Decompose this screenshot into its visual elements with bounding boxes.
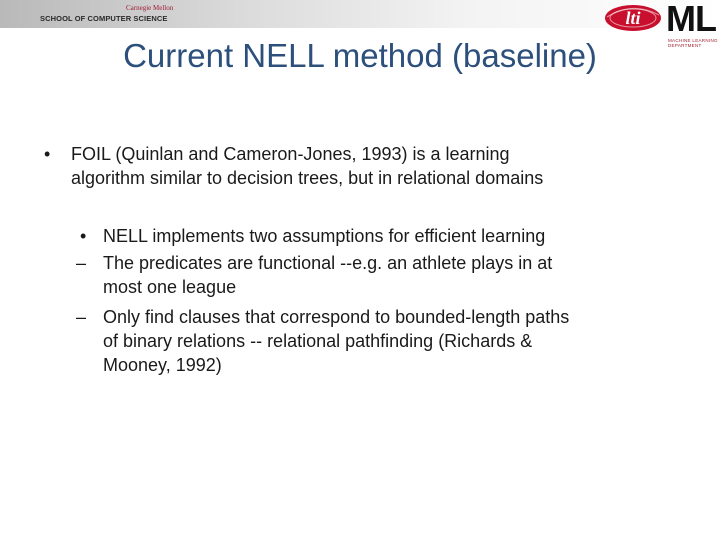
dash-marker: –	[76, 307, 87, 327]
bullet-line: NELL implements two assumptions for efficient learning	[103, 226, 546, 246]
dash-line: of binary relations -- relational pathfinding (Richards &	[103, 331, 533, 351]
slide-title: Current NELL method (baseline)	[123, 37, 597, 74]
dash-marker: –	[76, 253, 87, 273]
dash-line: Mooney, 1992)	[103, 355, 222, 375]
bullet-line: FOIL (Quinlan and Cameron-Jones, 1993) is a learning	[71, 144, 510, 164]
bullet-marker: •	[44, 144, 51, 164]
dash-line: The predicates are functional --e.g. an athlete plays in at	[103, 253, 553, 273]
ml-logo-text: ML	[666, 0, 716, 39]
ml-logo-subtitle-1: MACHINE LEARNING	[668, 38, 718, 43]
school-name: SCHOOL OF COMPUTER SCIENCE	[40, 14, 168, 23]
cmu-name: Carnegie Mellon	[126, 4, 174, 12]
ml-logo-subtitle-2: DEPARTMENT	[668, 43, 702, 48]
dash-line: Only find clauses that correspond to bounded-length paths	[103, 307, 570, 327]
dash-line: most one league	[103, 277, 237, 297]
bullet-line: algorithm similar to decision trees, but in relational domains	[71, 168, 544, 188]
lti-logo-text: lti	[625, 8, 641, 28]
bullet-marker: •	[80, 226, 87, 246]
